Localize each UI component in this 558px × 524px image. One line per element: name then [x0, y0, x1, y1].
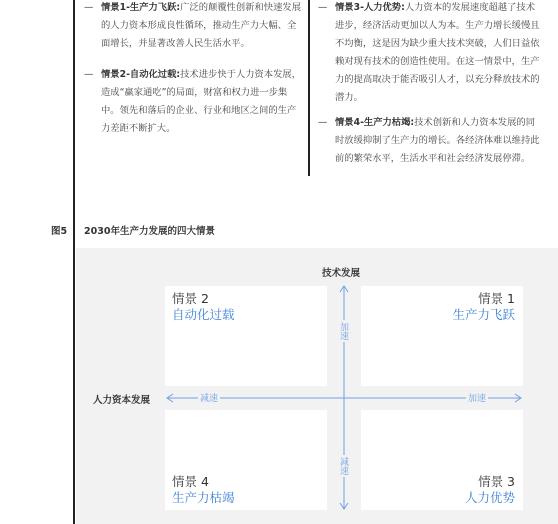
x-axis-label: 人力资本发展 [93, 395, 151, 406]
quadrant-4-subtitle: 生产力枯竭 [172, 490, 235, 505]
quadrant-1-name: 情景 1 [478, 291, 515, 306]
y-axis-label: 技术发展 [322, 268, 361, 279]
bullet-dash: — [318, 117, 328, 128]
figure-title: 2030年生产力发展的四大情景 [84, 226, 215, 237]
quadrant-3-subtitle: 人力优势 [464, 490, 515, 505]
x-axis-decelerate-label: 减速 [198, 391, 220, 404]
bullet-dash: — [84, 2, 94, 13]
quadrant-2-subtitle: 自动化过载 [172, 307, 235, 322]
x-axis-accelerate-label: 加速 [466, 391, 488, 404]
y-axis-decelerate-label: 减速 [338, 457, 348, 475]
scenario-4-text: 技术创新和人力资本发展的同时放缓抑制了生产力的增长。各经济体难以维持此前的繁荣水平，生活水平和社会经济发展停滞。 [335, 117, 540, 164]
scenario-3-title: 情景3-人力优势: [335, 2, 405, 13]
quadrant-1-subtitle: 生产力飞跃 [452, 307, 515, 322]
scenario-1-text: 广泛的颠覆性创新和快速发展的人力资本形成良性循环，推动生产力大幅、全面增长，并显著改善人民生活水平。 [101, 2, 301, 49]
bullet-dash: — [84, 69, 94, 80]
quadrant-4-name: 情景 4 [172, 474, 209, 489]
bullet-dash: — [318, 2, 328, 13]
scenario-1-title: 情景1-生产力飞跃: [101, 2, 181, 13]
scenario-3-text: 人力资本的发展速度超越了技术进步，经济活动更加以人为本。生产力增长缓慢且不均衡，这是因为缺少重大技术突破，人们日益依赖对现有技术的创造性使用。在这一情景中，生产力的提高取决于能否吸引人才，以充分释放技术的潜力。 [335, 2, 540, 103]
y-axis-accelerate-label: 加速 [338, 322, 348, 340]
scenario-4-title: 情景4-生产力枯竭: [335, 117, 415, 128]
quadrant-2-name: 情景 2 [172, 291, 209, 306]
figure-label: 图5 [51, 226, 68, 237]
scenario-2-title: 情景2-自动化过载: [101, 69, 181, 80]
quadrant-3-name: 情景 3 [478, 474, 515, 489]
scenario-2-text: 技术进步快于人力资本发展，造成“赢家通吃”的局面，财富和权力进一步集中。领先和落后的企业、行业和地区之间的生产力差距不断扩大。 [101, 69, 301, 134]
